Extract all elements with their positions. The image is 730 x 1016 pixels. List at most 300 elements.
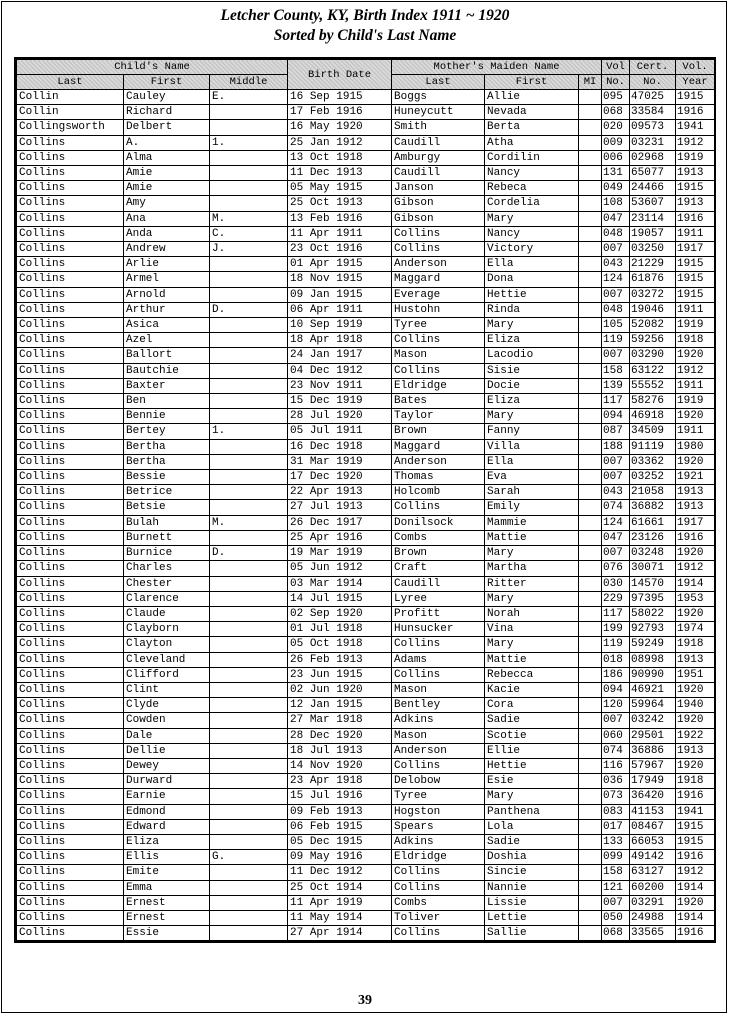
child-last-cell: Collins (17, 424, 124, 439)
mother-mi-cell (579, 287, 602, 302)
table-row (17, 530, 715, 545)
child-last-cell: Collins (17, 561, 124, 576)
child-last-cell: Collins (17, 682, 124, 697)
birth-records (17, 90, 715, 941)
mother-last-cell: Profitt (392, 606, 485, 621)
vol-no-cell: 074 (602, 743, 630, 758)
child-last-cell: Collins (17, 485, 124, 500)
mother-last-cell: Collins (392, 880, 485, 895)
child-middle-cell (210, 667, 288, 682)
vol-no-cell: 047 (602, 211, 630, 226)
mother-last-cell: Lyree (392, 591, 485, 606)
vol-year-cell: 1915 (676, 272, 715, 287)
mother-first-cell: Lissie (485, 895, 579, 910)
child-last-cell: Collingsworth (17, 120, 124, 135)
vol-no-cell: 048 (602, 226, 630, 241)
cert-no-cell: 03290 (630, 348, 676, 363)
cert-no-cell: 14570 (630, 576, 676, 591)
birth-date-cell: 10 Sep 1919 (288, 318, 392, 333)
mother-first-cell: Nevada (485, 105, 579, 120)
mother-mi-cell (579, 682, 602, 697)
table-row (17, 378, 715, 393)
vol-year-cell: 1915 (676, 90, 715, 105)
cert-no-cell: 59249 (630, 637, 676, 652)
vol-year-cell: 1916 (676, 211, 715, 226)
mother-mi-cell (579, 910, 602, 925)
mother-last-cell: Adkins (392, 834, 485, 849)
child-middle-cell (210, 470, 288, 485)
mother-first-cell: Sisie (485, 363, 579, 378)
birth-date-cell: 05 May 1915 (288, 181, 392, 196)
vol-year-cell: 1951 (676, 667, 715, 682)
child-first-cell: Azel (124, 333, 210, 348)
mother-mi-cell (579, 774, 602, 789)
child-last-cell: Collins (17, 211, 124, 226)
child-last-cell: Collins (17, 257, 124, 272)
mother-last-cell: Collins (392, 637, 485, 652)
mother-mi-cell (579, 926, 602, 941)
vol-no-header-bottom: No. (602, 75, 630, 90)
child-first-cell: Bessie (124, 470, 210, 485)
table-row (17, 850, 715, 865)
mother-last-cell: Collins (392, 865, 485, 880)
child-middle-cell (210, 439, 288, 454)
child-first-cell: Clarence (124, 591, 210, 606)
birth-date-cell: 14 Jul 1915 (288, 591, 392, 606)
table-row (17, 667, 715, 682)
table-row (17, 196, 715, 211)
mother-last-cell: Mason (392, 682, 485, 697)
table-row (17, 895, 715, 910)
vol-no-cell: 060 (602, 728, 630, 743)
mother-last-cell: Brown (392, 546, 485, 561)
mother-first-cell: Ritter (485, 576, 579, 591)
child-last-cell: Collins (17, 150, 124, 165)
vol-no-cell: 117 (602, 394, 630, 409)
vol-year-cell: 1917 (676, 515, 715, 530)
mother-last-cell: Everage (392, 287, 485, 302)
mother-mi-cell (579, 530, 602, 545)
child-middle-cell: 1. (210, 135, 288, 150)
table-row (17, 606, 715, 621)
vol-no-cell: 105 (602, 318, 630, 333)
mother-last-header: Last (392, 75, 485, 90)
mother-mi-cell (579, 667, 602, 682)
mother-last-cell: Adkins (392, 713, 485, 728)
mother-last-cell: Adams (392, 652, 485, 667)
child-last-cell: Collins (17, 698, 124, 713)
child-middle-cell (210, 758, 288, 773)
table-row (17, 257, 715, 272)
child-middle-cell (210, 454, 288, 469)
cert-no-cell: 30071 (630, 561, 676, 576)
cert-no-cell: 08998 (630, 652, 676, 667)
mother-mi-cell (579, 880, 602, 895)
child-middle-cell (210, 530, 288, 545)
cert-no-cell: 59256 (630, 333, 676, 348)
vol-no-cell: 049 (602, 181, 630, 196)
child-first-cell: Richard (124, 105, 210, 120)
mother-mi-cell (579, 698, 602, 713)
vol-year-cell: 1915 (676, 257, 715, 272)
child-last-cell: Collins (17, 758, 124, 773)
child-middle-cell (210, 196, 288, 211)
birth-date-cell: 27 Mar 1918 (288, 713, 392, 728)
child-middle-cell (210, 181, 288, 196)
vol-year-cell: 1920 (676, 454, 715, 469)
birth-date-header: Birth Date (288, 60, 392, 90)
child-middle-cell (210, 394, 288, 409)
vol-year-cell: 1913 (676, 500, 715, 515)
table-row (17, 242, 715, 257)
child-first-cell: Chester (124, 576, 210, 591)
child-middle-cell: J. (210, 242, 288, 257)
child-last-cell: Collins (17, 910, 124, 925)
table-row (17, 394, 715, 409)
birth-date-cell: 11 Apr 1911 (288, 226, 392, 241)
table-row (17, 698, 715, 713)
mother-last-cell: Collins (392, 226, 485, 241)
birth-date-cell: 01 Apr 1915 (288, 257, 392, 272)
birth-date-cell: 09 Jan 1915 (288, 287, 392, 302)
child-first-cell: Cauley (124, 90, 210, 105)
child-middle-cell (210, 409, 288, 424)
mother-mi-cell (579, 105, 602, 120)
vol-year-cell: 1916 (676, 926, 715, 941)
vol-year-cell: 1919 (676, 318, 715, 333)
vol-no-cell: 083 (602, 804, 630, 819)
table-row (17, 880, 715, 895)
birth-date-cell: 12 Jan 1915 (288, 698, 392, 713)
child-last-cell: Collins (17, 226, 124, 241)
child-middle-cell (210, 272, 288, 287)
child-first-cell: Emma (124, 880, 210, 895)
mother-first-header: First (485, 75, 579, 90)
vol-year-cell: 1980 (676, 439, 715, 454)
mother-mi-cell (579, 363, 602, 378)
cert-no-cell: 03231 (630, 135, 676, 150)
child-first-cell: Clint (124, 682, 210, 697)
mother-last-cell: Gibson (392, 211, 485, 226)
mother-first-cell: Norah (485, 606, 579, 621)
vol-no-cell: 099 (602, 850, 630, 865)
child-last-cell: Collins (17, 166, 124, 181)
mother-last-cell: Collins (392, 333, 485, 348)
child-last-header: Last (17, 75, 124, 90)
child-last-cell: Collins (17, 591, 124, 606)
vol-no-header-top: Vol (602, 60, 630, 75)
vol-year-cell: 1915 (676, 287, 715, 302)
mother-mi-cell (579, 150, 602, 165)
child-middle-cell: D. (210, 302, 288, 317)
vol-no-cell: 094 (602, 409, 630, 424)
vol-no-cell: 007 (602, 895, 630, 910)
mother-mi-cell (579, 561, 602, 576)
mother-mi-header: MI (579, 75, 602, 90)
child-first-cell: Andrew (124, 242, 210, 257)
mother-mi-cell (579, 546, 602, 561)
child-middle-cell (210, 591, 288, 606)
mother-first-cell: Sallie (485, 926, 579, 941)
mother-first-cell: Mary (485, 789, 579, 804)
child-first-cell: Asica (124, 318, 210, 333)
vol-no-cell: 050 (602, 910, 630, 925)
birth-date-cell: 04 Dec 1912 (288, 363, 392, 378)
child-middle-cell: 1. (210, 424, 288, 439)
birth-date-cell: 11 May 1914 (288, 910, 392, 925)
mother-last-cell: Toliver (392, 910, 485, 925)
vol-no-cell: 007 (602, 454, 630, 469)
child-middle-cell (210, 789, 288, 804)
birth-date-cell: 22 Apr 1913 (288, 485, 392, 500)
child-first-cell: Durward (124, 774, 210, 789)
birth-date-cell: 25 Apr 1916 (288, 530, 392, 545)
child-last-cell: Collins (17, 774, 124, 789)
cert-no-cell: 66053 (630, 834, 676, 849)
mother-last-cell: Mason (392, 348, 485, 363)
child-first-cell: Bennie (124, 409, 210, 424)
child-middle-cell (210, 150, 288, 165)
mother-first-cell: Docie (485, 378, 579, 393)
child-first-cell: Ben (124, 394, 210, 409)
birth-date-cell: 23 Nov 1911 (288, 378, 392, 393)
mother-first-cell: Mary (485, 591, 579, 606)
table-row (17, 926, 715, 941)
birth-date-cell: 27 Apr 1914 (288, 926, 392, 941)
vol-year-cell: 1914 (676, 576, 715, 591)
mother-last-cell: Gibson (392, 196, 485, 211)
mother-last-cell: Huneycutt (392, 105, 485, 120)
table-row (17, 181, 715, 196)
mother-mi-cell (579, 789, 602, 804)
child-first-cell: Charles (124, 561, 210, 576)
mother-first-cell: Nancy (485, 226, 579, 241)
child-first-cell: Anda (124, 226, 210, 241)
mother-last-cell: Bates (392, 394, 485, 409)
child-last-cell: Collins (17, 181, 124, 196)
vol-no-cell: 116 (602, 758, 630, 773)
mother-mi-cell (579, 196, 602, 211)
mother-first-cell: Eva (485, 470, 579, 485)
mother-first-cell: Doshia (485, 850, 579, 865)
mother-first-cell: Eliza (485, 333, 579, 348)
birth-date-cell: 05 Jul 1911 (288, 424, 392, 439)
mother-last-cell: Eldridge (392, 378, 485, 393)
cert-no-cell: 08467 (630, 819, 676, 834)
vol-year-cell: 1914 (676, 910, 715, 925)
mother-last-cell: Collins (392, 667, 485, 682)
cert-no-cell: 52082 (630, 318, 676, 333)
mother-first-cell: Allie (485, 90, 579, 105)
birth-date-cell: 27 Jul 1913 (288, 500, 392, 515)
mother-mi-cell (579, 819, 602, 834)
cert-no-cell: 24988 (630, 910, 676, 925)
vol-year-header-top: Vol. (676, 60, 715, 75)
mother-mi-cell (579, 181, 602, 196)
table-row (17, 865, 715, 880)
mother-first-cell: Mary (485, 546, 579, 561)
child-first-cell: Eliza (124, 834, 210, 849)
vol-no-cell: 119 (602, 637, 630, 652)
mother-mi-cell (579, 515, 602, 530)
vol-year-cell: 1920 (676, 682, 715, 697)
cert-no-cell: 36420 (630, 789, 676, 804)
mother-first-cell: Mattie (485, 530, 579, 545)
mother-last-cell: Combs (392, 895, 485, 910)
table-row (17, 211, 715, 226)
cert-no-cell: 46921 (630, 682, 676, 697)
mother-first-cell: Cordilin (485, 150, 579, 165)
page-subtitle: Sorted by Child's Last Name (273, 27, 457, 44)
table-row (17, 819, 715, 834)
vol-year-cell: 1920 (676, 895, 715, 910)
vol-no-cell: 229 (602, 591, 630, 606)
birth-date-cell: 16 Dec 1918 (288, 439, 392, 454)
cert-no-cell: 23114 (630, 211, 676, 226)
child-last-cell: Collin (17, 90, 124, 105)
table-row (17, 348, 715, 363)
birth-date-cell: 09 May 1916 (288, 850, 392, 865)
vol-year-cell: 1918 (676, 333, 715, 348)
mother-first-cell: Lola (485, 819, 579, 834)
child-first-cell: Clyde (124, 698, 210, 713)
mother-mi-cell (579, 485, 602, 500)
table-row (17, 682, 715, 697)
mother-last-cell: Bentley (392, 698, 485, 713)
mother-mi-cell (579, 834, 602, 849)
birth-date-cell: 16 Sep 1915 (288, 90, 392, 105)
child-last-cell: Collins (17, 622, 124, 637)
mother-mi-cell (579, 226, 602, 241)
child-middle-cell (210, 378, 288, 393)
child-last-cell: Collins (17, 850, 124, 865)
child-first-cell: Bertey (124, 424, 210, 439)
vol-year-cell: 1911 (676, 424, 715, 439)
child-last-cell: Collins (17, 470, 124, 485)
cert-no-header-top: Cert. (630, 60, 676, 75)
child-first-cell: Ballort (124, 348, 210, 363)
mother-mi-cell (579, 728, 602, 743)
child-middle-cell (210, 348, 288, 363)
child-first-cell: Arthur (124, 302, 210, 317)
child-last-cell: Collins (17, 637, 124, 652)
child-first-cell: Arnold (124, 287, 210, 302)
vol-year-cell: 1920 (676, 546, 715, 561)
vol-no-cell: 094 (602, 682, 630, 697)
child-middle-cell (210, 774, 288, 789)
cert-no-cell: 03252 (630, 470, 676, 485)
table-row (17, 287, 715, 302)
mother-mi-cell (579, 211, 602, 226)
mother-mi-cell (579, 409, 602, 424)
child-first-cell: Delbert (124, 120, 210, 135)
mother-first-cell: Sarah (485, 485, 579, 500)
vol-year-cell: 1921 (676, 470, 715, 485)
table-row (17, 713, 715, 728)
vol-year-cell: 1912 (676, 865, 715, 880)
cert-no-cell: 58276 (630, 394, 676, 409)
mother-last-cell: Hogston (392, 804, 485, 819)
child-first-cell: Dewey (124, 758, 210, 773)
vol-year-cell: 1916 (676, 850, 715, 865)
table-row (17, 226, 715, 241)
birth-date-cell: 15 Dec 1919 (288, 394, 392, 409)
vol-no-cell: 119 (602, 333, 630, 348)
mother-mi-cell (579, 713, 602, 728)
mother-first-cell: Vina (485, 622, 579, 637)
cert-no-cell: 97395 (630, 591, 676, 606)
mother-mi-cell (579, 272, 602, 287)
mother-last-cell: Spears (392, 819, 485, 834)
mother-first-cell: Sadie (485, 834, 579, 849)
mother-first-cell: Villa (485, 439, 579, 454)
child-first-cell: Amie (124, 181, 210, 196)
birth-index-table-frame (14, 57, 716, 943)
birth-date-cell: 28 Dec 1920 (288, 728, 392, 743)
mother-mi-cell (579, 120, 602, 135)
mother-last-cell: Collins (392, 363, 485, 378)
mother-first-cell: Berta (485, 120, 579, 135)
child-middle-cell (210, 804, 288, 819)
vol-no-cell: 009 (602, 135, 630, 150)
child-first-cell: Betrice (124, 485, 210, 500)
mother-first-cell: Lacodio (485, 348, 579, 363)
vol-no-cell: 188 (602, 439, 630, 454)
birth-date-cell: 26 Feb 1913 (288, 652, 392, 667)
child-last-cell: Collins (17, 880, 124, 895)
vol-no-cell: 074 (602, 500, 630, 515)
mother-first-cell: Hettie (485, 287, 579, 302)
mother-mi-cell (579, 850, 602, 865)
mother-first-cell: Mary (485, 637, 579, 652)
mother-last-cell: Boggs (392, 90, 485, 105)
child-middle-cell: G. (210, 850, 288, 865)
table-row (17, 834, 715, 849)
vol-year-cell: 1915 (676, 819, 715, 834)
vol-year-cell: 1912 (676, 363, 715, 378)
birth-date-cell: 17 Dec 1920 (288, 470, 392, 485)
child-middle-cell (210, 910, 288, 925)
mother-first-cell: Esie (485, 774, 579, 789)
child-middle-cell: M. (210, 515, 288, 530)
table-row (17, 424, 715, 439)
vol-no-cell: 036 (602, 774, 630, 789)
childs-name-header: Child's Name (17, 60, 288, 75)
mother-mi-cell (579, 302, 602, 317)
child-first-cell: Clayborn (124, 622, 210, 637)
birth-date-cell: 05 Jun 1912 (288, 561, 392, 576)
vol-year-cell: 1918 (676, 637, 715, 652)
child-last-cell: Collins (17, 515, 124, 530)
birth-date-cell: 17 Feb 1916 (288, 105, 392, 120)
child-middle-cell: D. (210, 546, 288, 561)
vol-year-cell: 1922 (676, 728, 715, 743)
mother-mi-cell (579, 257, 602, 272)
mother-mi-cell (579, 622, 602, 637)
table-row (17, 774, 715, 789)
child-middle-cell (210, 926, 288, 941)
vol-no-cell: 048 (602, 302, 630, 317)
mother-last-cell: Anderson (392, 257, 485, 272)
child-middle-cell (210, 287, 288, 302)
mother-last-cell: Anderson (392, 454, 485, 469)
table-row (17, 302, 715, 317)
mother-first-cell: Hettie (485, 758, 579, 773)
birth-date-cell: 01 Jul 1918 (288, 622, 392, 637)
vol-year-cell: 1941 (676, 804, 715, 819)
cert-no-cell: 21058 (630, 485, 676, 500)
birth-date-cell: 18 Nov 1915 (288, 272, 392, 287)
